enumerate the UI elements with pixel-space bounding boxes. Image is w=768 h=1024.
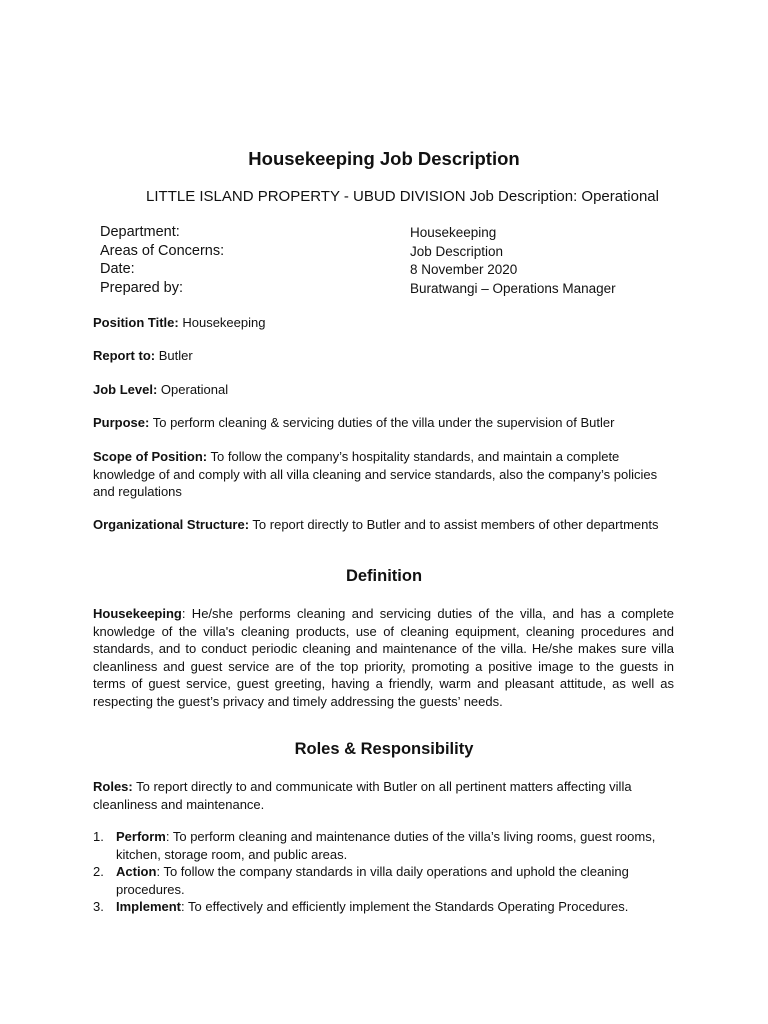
roles-text: To report directly to and communicate with Butler on all pertinent matters affecting villa cleanliness and maintenance. <box>93 779 632 812</box>
definition-text: : He/she performs cleaning and servicing duties of the villa, and has a complete knowledge of the villa's cleaning products, use of cleaning equipment, cleaning procedures and standards, and to conduct periodic cleaning and maintenance of the villa. He/she makes sure villa cleanliness and guest service are of the top priority, promoting a positive image to the guests in terms of guest service, guest greeting, having a friendly, warm and pleasant attitude, as well as respecting the guest’s privacy and timely addressing the guests’ needs. <box>93 606 674 709</box>
meta-row-date <box>100 261 660 280</box>
meta-value: Housekeeping <box>410 225 497 240</box>
list-number: 3. <box>93 899 104 914</box>
position-title-field <box>93 314 678 332</box>
list-term: Perform <box>116 829 166 844</box>
list-item <box>93 828 678 863</box>
field-text: Housekeeping <box>182 315 266 330</box>
field-text: Operational <box>160 382 229 397</box>
list-number: 1. <box>93 829 104 844</box>
scope-field <box>93 448 665 501</box>
field-label: Position Title: <box>93 315 179 330</box>
field-label: Job Level: <box>93 382 158 397</box>
list-term: Action <box>116 864 157 879</box>
meta-row-areas <box>100 243 660 262</box>
responsibility-list <box>93 828 678 916</box>
field-text: Butler <box>158 348 193 363</box>
meta-label: Date: <box>100 261 135 278</box>
meta-label: Department: <box>100 224 180 240</box>
meta-value: Job Description <box>410 243 504 259</box>
field-text: To follow the company’s hospitality standards, and maintain a complete knowledge of and comply with all villa cleaning and service standards, also the company’s policies and regulations <box>93 449 658 499</box>
meta-table <box>100 224 660 299</box>
list-text: : To effectively and efficiently implement the Standards Operating Procedures. <box>181 899 629 914</box>
org-structure-field <box>93 516 663 534</box>
document-subtitle: LITTLE ISLAND PROPERTY - UBUD DIVISION Job Description: Operational <box>146 188 659 205</box>
field-label: Organizational Structure: <box>93 517 250 532</box>
field-label: Scope of Position: <box>93 449 208 464</box>
list-number: 2. <box>93 864 104 879</box>
meta-value: 8 November 2020 <box>410 262 518 278</box>
roles-label: Roles: <box>93 779 133 794</box>
field-label: Purpose: <box>93 415 150 430</box>
roles-paragraph <box>93 778 668 813</box>
meta-value: Buratwangi – Operations Manager <box>410 281 616 297</box>
list-text: : To follow the company standards in villa daily operations and uphold the cleaning procedures. <box>116 864 629 897</box>
list-text: : To perform cleaning and maintenance duties of the villa’s living rooms, guest rooms, kitchen, storage room, and public areas. <box>116 829 656 862</box>
field-text: To report directly to Butler and to assist members of other departments <box>252 517 659 532</box>
meta-row-department <box>100 224 660 243</box>
meta-row-prepared-by <box>100 280 660 299</box>
job-level-field <box>93 381 678 399</box>
field-text: To perform cleaning & servicing duties of the villa under the supervision of Butler <box>152 415 615 430</box>
definition-paragraph <box>93 605 674 710</box>
meta-label: Prepared by: <box>100 280 184 297</box>
field-label: Report to: <box>93 348 156 363</box>
list-term: Implement <box>116 899 182 914</box>
roles-heading: Roles & Responsibility <box>294 740 474 758</box>
definition-heading: Definition <box>345 567 423 585</box>
list-item <box>93 898 678 916</box>
document-title: Housekeeping Job Description <box>248 148 520 169</box>
report-to-field <box>93 347 678 365</box>
definition-term: Housekeeping <box>93 606 182 621</box>
purpose-field <box>93 414 678 432</box>
list-item <box>93 863 678 898</box>
meta-label: Areas of Concerns: <box>100 242 225 259</box>
